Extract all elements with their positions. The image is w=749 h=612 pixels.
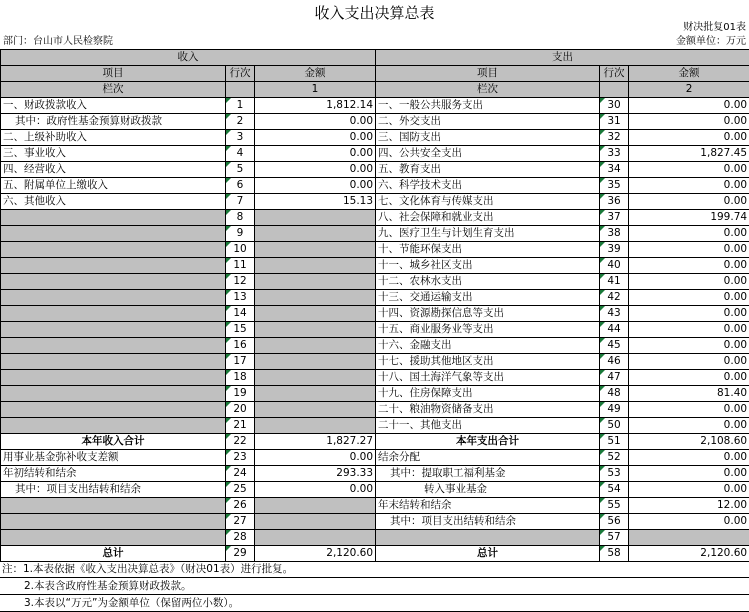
income-item-header: 项目	[1, 66, 226, 82]
income-item	[1, 274, 226, 290]
expense-item: 十一、城乡社区支出	[376, 258, 600, 274]
table-row	[1, 498, 749, 514]
expense-item: 十九、住房保障支出	[376, 386, 600, 402]
income-item: 其中：项目支出结转和结余	[1, 482, 226, 498]
expense-amount: 0.00	[629, 98, 749, 114]
income-row-number: 2	[226, 114, 255, 130]
income-row-number: 8	[226, 210, 255, 226]
expense-row-number: 58	[600, 546, 629, 562]
income-row-number: 25	[226, 482, 255, 498]
expense-amount: 0.00	[629, 466, 749, 482]
income-row-number: 14	[226, 306, 255, 322]
table-row	[1, 306, 749, 322]
income-row-number: 5	[226, 162, 255, 178]
table-row	[1, 226, 749, 242]
expense-amount: 2,108.60	[629, 434, 749, 450]
income-item	[1, 226, 226, 242]
income-row-number: 19	[226, 386, 255, 402]
expense-item: 二、外交支出	[376, 114, 600, 130]
table-row	[1, 450, 749, 466]
income-row-number: 20	[226, 402, 255, 418]
income-column-index: 1	[255, 82, 376, 98]
expense-amount: 0.00	[629, 338, 749, 354]
expense-column-blank	[600, 82, 629, 98]
income-amount	[255, 290, 376, 306]
income-amount: 0.00	[255, 162, 376, 178]
expense-column-index: 2	[629, 82, 749, 98]
expense-item: 十二、农林水支出	[376, 274, 600, 290]
income-item: 三、事业收入	[1, 146, 226, 162]
expense-amount: 81.40	[629, 386, 749, 402]
unit-label: 金额单位：万元	[676, 36, 746, 48]
income-amount: 15.13	[255, 194, 376, 210]
income-item	[1, 242, 226, 258]
expense-row-number: 43	[600, 306, 629, 322]
expense-row-number: 39	[600, 242, 629, 258]
expense-item: 六、科学技术支出	[376, 178, 600, 194]
income-item	[1, 514, 226, 530]
expense-item: 八、社会保障和就业支出	[376, 210, 600, 226]
department-label: 部门：台山市人民检察院	[3, 36, 113, 48]
table-row	[1, 146, 749, 162]
expense-amount	[629, 530, 749, 546]
income-row-number: 9	[226, 226, 255, 242]
income-item: 六、其他收入	[1, 194, 226, 210]
table-row	[1, 322, 749, 338]
notes	[0, 561, 749, 612]
expense-amount: 0.00	[629, 370, 749, 386]
expense-item: 三、国防支出	[376, 130, 600, 146]
income-amount	[255, 242, 376, 258]
expense-row-number: 41	[600, 274, 629, 290]
income-item	[1, 258, 226, 274]
income-item: 总计	[1, 546, 226, 562]
income-amount: 0.00	[255, 114, 376, 130]
income-item	[1, 418, 226, 434]
table-row	[1, 386, 749, 402]
expense-row-number: 44	[600, 322, 629, 338]
expense-row-number: 30	[600, 98, 629, 114]
income-amount	[255, 322, 376, 338]
income-row-number: 23	[226, 450, 255, 466]
expense-row-number: 34	[600, 162, 629, 178]
table-row	[1, 514, 749, 530]
expense-column-label: 栏次	[376, 82, 600, 98]
income-row-number: 21	[226, 418, 255, 434]
expense-row-number: 47	[600, 370, 629, 386]
expense-item: 一、一般公共服务支出	[376, 98, 600, 114]
table-row	[1, 258, 749, 274]
note-3: 3.本表以“万元”为金额单位（保留两位小数）。	[0, 595, 749, 612]
expense-amount: 199.74	[629, 210, 749, 226]
summary-table	[0, 49, 749, 562]
expense-row-number: 31	[600, 114, 629, 130]
expense-row-number: 50	[600, 418, 629, 434]
table-code: 财决批复01表	[683, 22, 746, 34]
income-amount: 2,120.60	[255, 546, 376, 562]
expense-item: 二十一、其他支出	[376, 418, 600, 434]
income-item: 其中：政府性基金预算财政拨款	[1, 114, 226, 130]
expense-row-number: 45	[600, 338, 629, 354]
expense-amount: 0.00	[629, 322, 749, 338]
income-row-number: 28	[226, 530, 255, 546]
table-row	[1, 98, 749, 114]
income-amount: 0.00	[255, 482, 376, 498]
income-amount: 0.00	[255, 450, 376, 466]
expense-row-number: 46	[600, 354, 629, 370]
expense-item: 十六、金融支出	[376, 338, 600, 354]
income-row-header: 行次	[226, 66, 255, 82]
expense-row-number: 48	[600, 386, 629, 402]
income-amount	[255, 402, 376, 418]
income-amount	[255, 226, 376, 242]
income-item: 二、上级补助收入	[1, 130, 226, 146]
table-row	[1, 546, 749, 562]
expense-item: 十七、援助其他地区支出	[376, 354, 600, 370]
income-row-number: 10	[226, 242, 255, 258]
income-amount	[255, 274, 376, 290]
table-row	[1, 354, 749, 370]
table-row	[1, 162, 749, 178]
expense-item	[376, 530, 600, 546]
expense-row-number: 40	[600, 258, 629, 274]
income-row-number: 17	[226, 354, 255, 370]
expense-row-number: 33	[600, 146, 629, 162]
income-item: 年初结转和结余	[1, 466, 226, 482]
expense-item: 其中：项目支出结转和结余	[376, 514, 600, 530]
income-row-number: 3	[226, 130, 255, 146]
expense-amount: 0.00	[629, 290, 749, 306]
expense-amount: 0.00	[629, 418, 749, 434]
expense-amount: 0.00	[629, 242, 749, 258]
income-amount: 293.33	[255, 466, 376, 482]
income-row-number: 26	[226, 498, 255, 514]
income-section-header: 收入	[1, 50, 376, 66]
income-row-number: 12	[226, 274, 255, 290]
table-row	[1, 338, 749, 354]
income-amount	[255, 514, 376, 530]
income-amount	[255, 418, 376, 434]
income-amount: 0.00	[255, 130, 376, 146]
table-row	[1, 114, 749, 130]
expense-item: 九、医疗卫生与计划生育支出	[376, 226, 600, 242]
income-row-number: 18	[226, 370, 255, 386]
note-1: 注：1.本表依据《收入支出决算总表》（财决01表）进行批复。	[0, 561, 749, 578]
expense-item: 十、节能环保支出	[376, 242, 600, 258]
expense-row-number: 53	[600, 466, 629, 482]
expense-row-number: 38	[600, 226, 629, 242]
income-row-number: 13	[226, 290, 255, 306]
table-row	[1, 290, 749, 306]
expense-item: 二十、粮油物资储备支出	[376, 402, 600, 418]
table-row	[1, 194, 749, 210]
income-amount	[255, 354, 376, 370]
income-amount	[255, 338, 376, 354]
expense-amount: 0.00	[629, 274, 749, 290]
income-amount: 0.00	[255, 146, 376, 162]
income-item	[1, 338, 226, 354]
expense-row-number: 57	[600, 530, 629, 546]
income-item	[1, 306, 226, 322]
expense-row-number: 52	[600, 450, 629, 466]
expense-row-header: 行次	[600, 66, 629, 82]
expense-item: 结余分配	[376, 450, 600, 466]
table-row	[1, 482, 749, 498]
income-amount	[255, 306, 376, 322]
income-item: 用事业基金弥补收支差额	[1, 450, 226, 466]
expense-row-number: 37	[600, 210, 629, 226]
income-amount	[255, 498, 376, 514]
income-amount	[255, 210, 376, 226]
income-item	[1, 402, 226, 418]
expense-amount: 0.00	[629, 258, 749, 274]
expense-amount-header: 金额	[629, 66, 749, 82]
table-row	[1, 274, 749, 290]
income-amount: 1,827.27	[255, 434, 376, 450]
income-item: 本年收入合计	[1, 434, 226, 450]
expense-item: 十三、交通运输支出	[376, 290, 600, 306]
expense-amount: 0.00	[629, 178, 749, 194]
table-row	[1, 178, 749, 194]
expense-item: 五、教育支出	[376, 162, 600, 178]
expense-item: 十八、国土海洋气象等支出	[376, 370, 600, 386]
income-column-label: 栏次	[1, 82, 226, 98]
expense-amount: 12.00	[629, 498, 749, 514]
expense-amount: 0.00	[629, 226, 749, 242]
expense-amount: 0.00	[629, 482, 749, 498]
table-row	[1, 418, 749, 434]
expense-amount: 2,120.60	[629, 546, 749, 562]
page-title: 收入支出决算总表	[0, 2, 749, 24]
income-row-number: 29	[226, 546, 255, 562]
expense-row-number: 54	[600, 482, 629, 498]
income-row-number: 1	[226, 98, 255, 114]
expense-amount: 0.00	[629, 194, 749, 210]
expense-row-number: 42	[600, 290, 629, 306]
income-amount: 1,812.14	[255, 98, 376, 114]
expense-row-number: 35	[600, 178, 629, 194]
expense-amount: 0.00	[629, 402, 749, 418]
table-row	[1, 210, 749, 226]
expense-item: 十四、资源勘探信息等支出	[376, 306, 600, 322]
income-item: 五、附属单位上缴收入	[1, 178, 226, 194]
income-item	[1, 290, 226, 306]
expense-amount: 1,827.45	[629, 146, 749, 162]
income-item	[1, 498, 226, 514]
income-row-number: 6	[226, 178, 255, 194]
expense-item: 转入事业基金	[376, 482, 600, 498]
income-item	[1, 370, 226, 386]
expense-item-header: 项目	[376, 66, 600, 82]
expense-item: 七、文化体育与传媒支出	[376, 194, 600, 210]
table-row	[1, 130, 749, 146]
income-amount	[255, 386, 376, 402]
income-item	[1, 354, 226, 370]
expense-amount: 0.00	[629, 450, 749, 466]
expense-row-number: 55	[600, 498, 629, 514]
expense-amount: 0.00	[629, 354, 749, 370]
income-row-number: 7	[226, 194, 255, 210]
expense-row-number: 56	[600, 514, 629, 530]
expense-item: 总计	[376, 546, 600, 562]
income-row-number: 15	[226, 322, 255, 338]
expense-row-number: 36	[600, 194, 629, 210]
table-row	[1, 434, 749, 450]
expense-amount: 0.00	[629, 130, 749, 146]
expense-item: 本年支出合计	[376, 434, 600, 450]
expense-amount: 0.00	[629, 514, 749, 530]
income-row-number: 27	[226, 514, 255, 530]
table-row	[1, 242, 749, 258]
income-row-number: 22	[226, 434, 255, 450]
expense-item: 年末结转和结余	[376, 498, 600, 514]
income-row-number: 11	[226, 258, 255, 274]
expense-row-number: 49	[600, 402, 629, 418]
income-item	[1, 530, 226, 546]
expense-amount: 0.00	[629, 162, 749, 178]
income-amount-header: 金额	[255, 66, 376, 82]
table-row	[1, 370, 749, 386]
expense-item: 其中：提取职工福利基金	[376, 466, 600, 482]
income-amount: 0.00	[255, 178, 376, 194]
income-row-number: 24	[226, 466, 255, 482]
income-item	[1, 322, 226, 338]
income-item: 四、经营收入	[1, 162, 226, 178]
expense-item: 四、公共安全支出	[376, 146, 600, 162]
income-item	[1, 210, 226, 226]
income-amount	[255, 530, 376, 546]
income-row-number: 16	[226, 338, 255, 354]
expense-section-header: 支出	[376, 50, 749, 66]
expense-amount: 0.00	[629, 114, 749, 130]
income-column-blank	[226, 82, 255, 98]
table-row	[1, 466, 749, 482]
income-amount	[255, 258, 376, 274]
expense-item: 十五、商业服务业等支出	[376, 322, 600, 338]
income-row-number: 4	[226, 146, 255, 162]
note-2: 2.本表含政府性基金预算财政拨款。	[0, 578, 749, 595]
expense-row-number: 51	[600, 434, 629, 450]
expense-amount: 0.00	[629, 306, 749, 322]
income-item	[1, 386, 226, 402]
table-row	[1, 402, 749, 418]
income-amount	[255, 370, 376, 386]
table-row	[1, 530, 749, 546]
income-item: 一、财政拨款收入	[1, 98, 226, 114]
expense-row-number: 32	[600, 130, 629, 146]
